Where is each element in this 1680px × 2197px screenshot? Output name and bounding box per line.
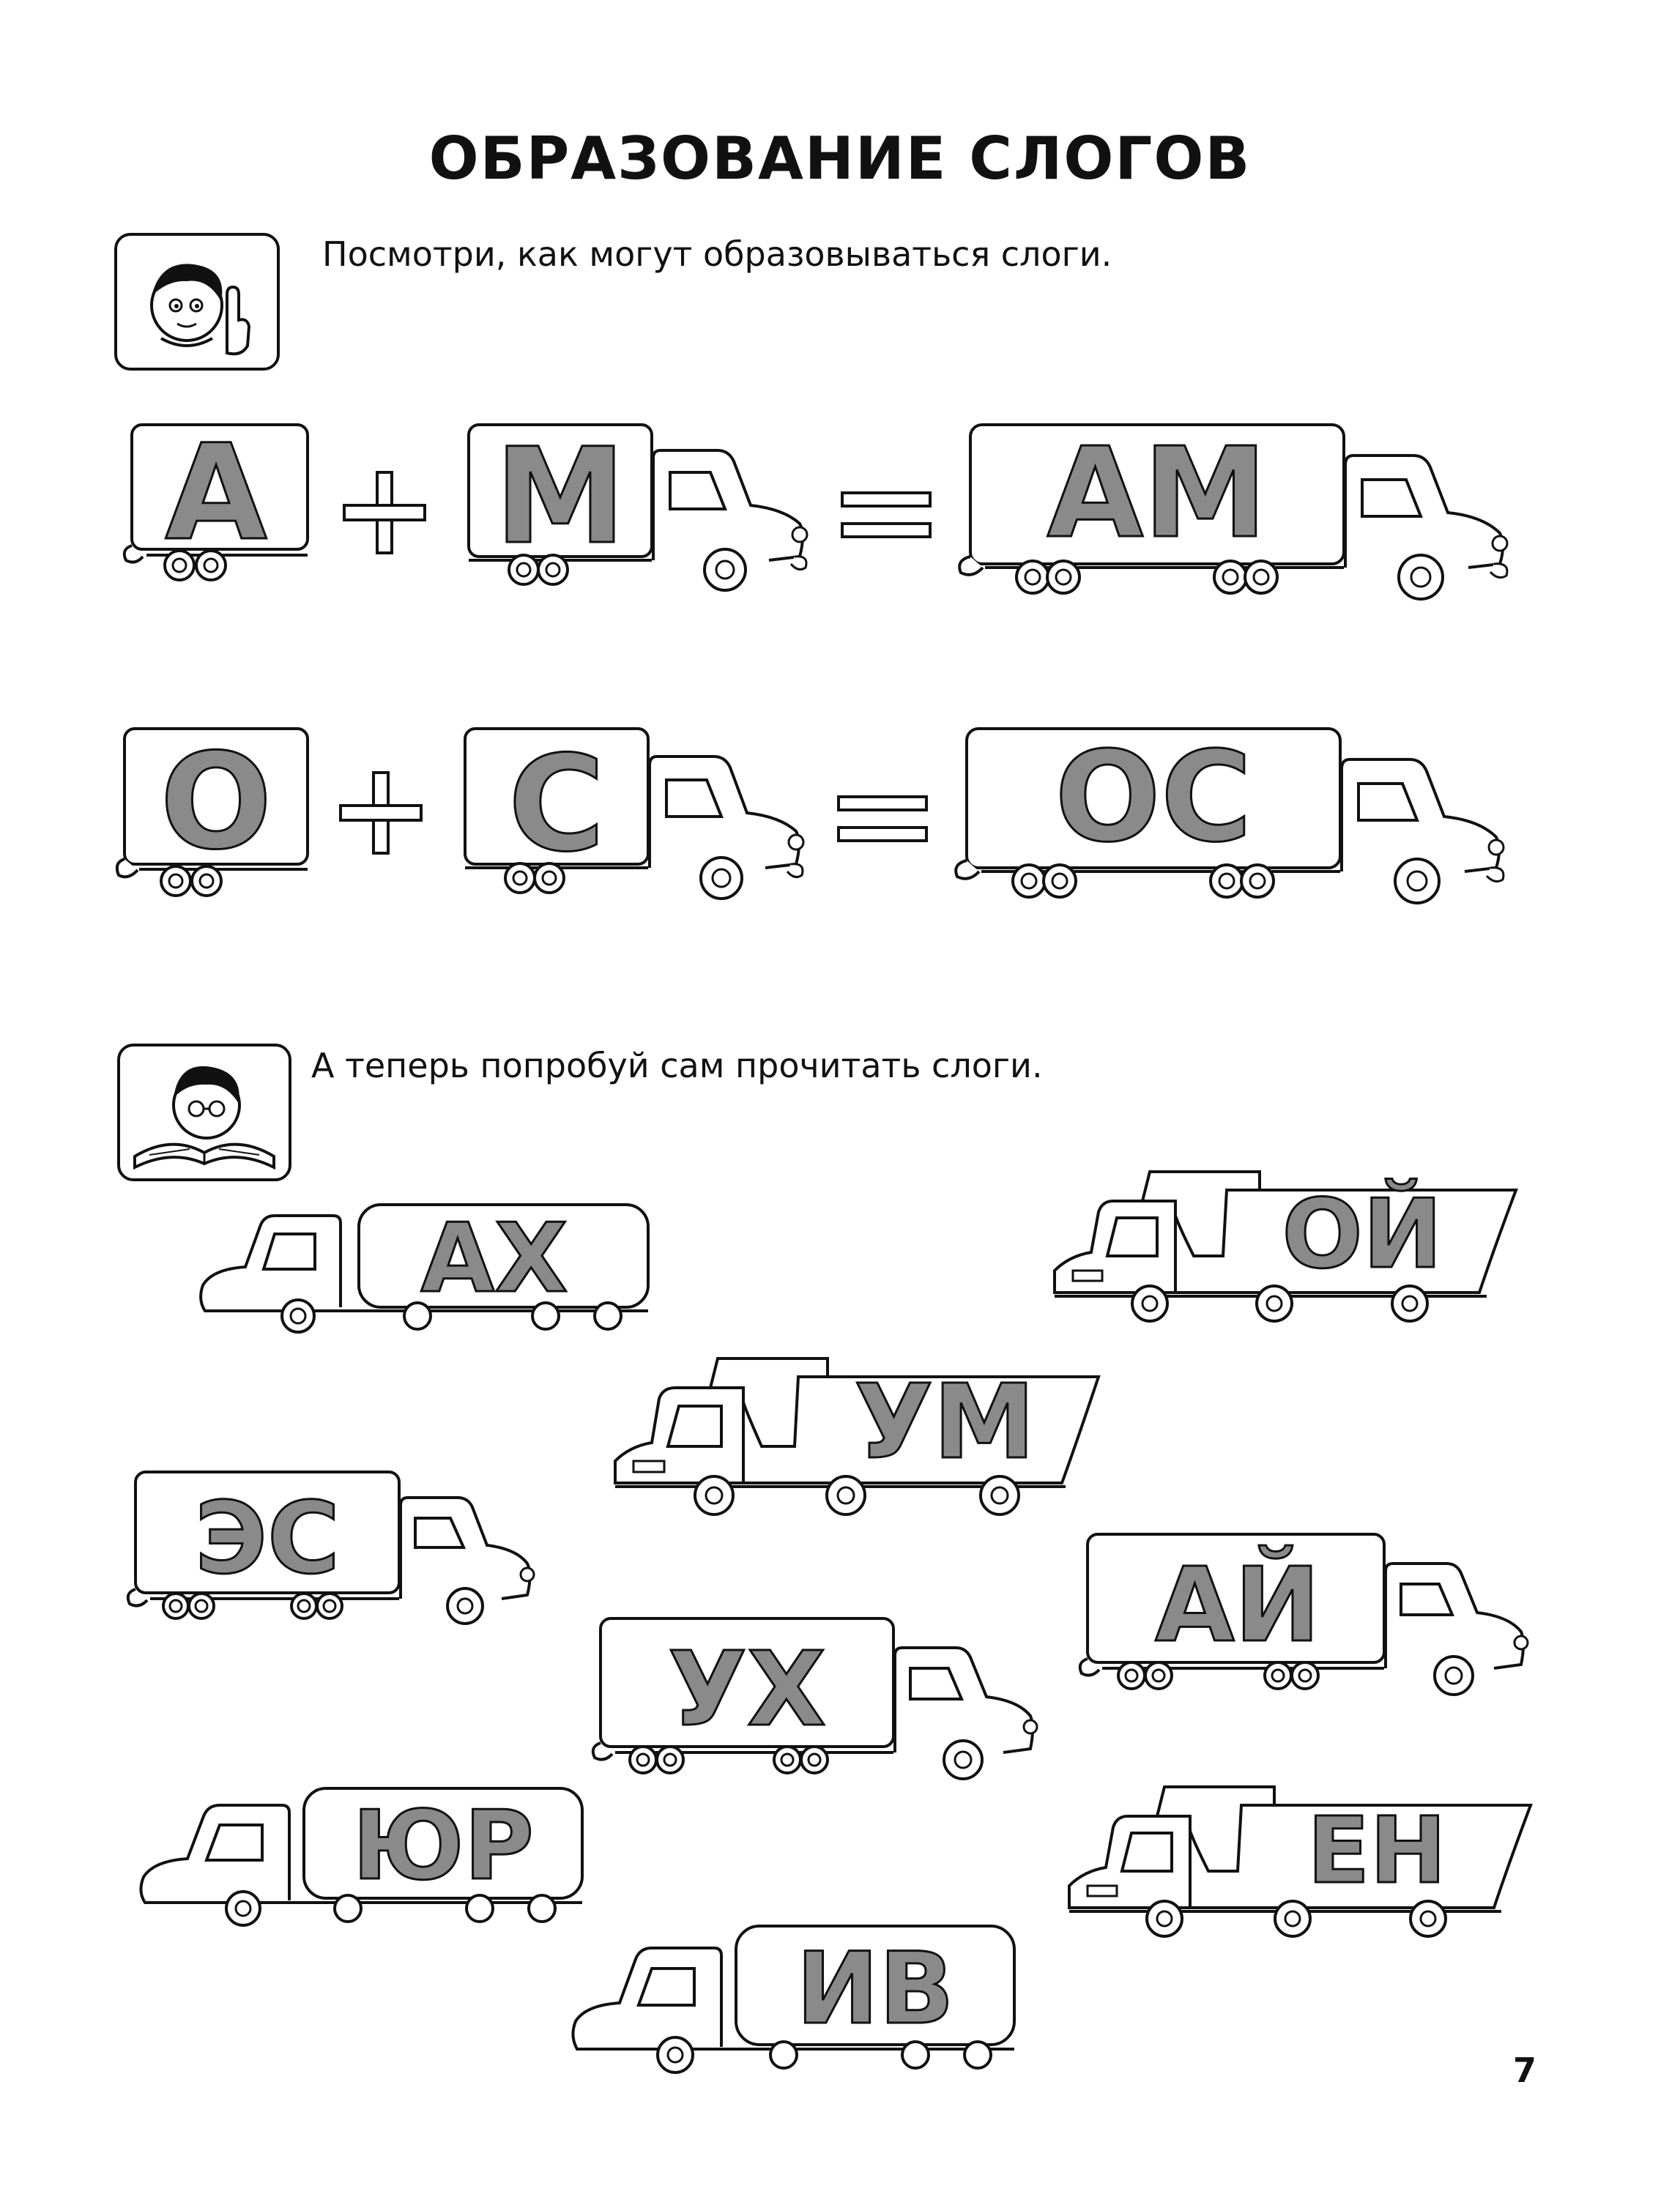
syllable-es: ЭС <box>194 1481 341 1596</box>
page-title: ОБРАЗОВАНИЕ СЛОГОВ <box>428 124 1252 193</box>
boy-pointing-icon <box>114 233 280 371</box>
syllable-uh: УХ <box>668 1630 826 1750</box>
truck-syllable-um <box>608 1326 1106 1523</box>
truck-box-a <box>117 410 315 586</box>
truck-with-cab-m <box>461 410 842 622</box>
equals-sign-1 <box>839 487 934 546</box>
truck-syllable-es <box>121 1461 546 1637</box>
truck-syllable-ah <box>194 1190 663 1344</box>
truck-with-cab-s <box>458 714 839 926</box>
truck-result-am <box>952 410 1538 630</box>
boy-reading-book-icon <box>117 1044 291 1181</box>
letter-a: А <box>165 417 267 570</box>
truck-syllable-ay <box>1073 1523 1542 1706</box>
instruction-look: Посмотри, как могут образовываться слоги. <box>322 234 1112 274</box>
truck-syllable-en <box>1062 1761 1538 1944</box>
equals-sign-2 <box>835 791 930 850</box>
instruction-try: А теперь попробуй сам прочитать слоги. <box>311 1046 1043 1085</box>
syllable-iv: ИВ <box>796 1931 954 2046</box>
truck-box-o <box>110 714 315 912</box>
syllable-am: АМ <box>1047 421 1268 566</box>
syllable-ay: АЙ <box>1155 1546 1320 1665</box>
syllable-oy: ОЙ <box>1282 1178 1443 1290</box>
syllable-yur: ЮР <box>352 1790 534 1901</box>
plus-sign-1 <box>341 469 428 557</box>
syllable-os: ОС <box>1055 725 1252 870</box>
truck-syllable-oy <box>1047 1146 1523 1329</box>
page-number: 7 <box>1513 2051 1537 2090</box>
syllable-en: ЕН <box>1307 1798 1447 1904</box>
letter-o: О <box>160 726 272 879</box>
letter-s: С <box>508 728 606 881</box>
plus-sign-2 <box>337 769 425 857</box>
letter-m: М <box>494 420 626 573</box>
truck-syllable-yur <box>132 1772 593 1941</box>
truck-syllable-iv <box>564 1911 1025 2087</box>
syllable-um: УМ <box>854 1363 1036 1482</box>
truck-syllable-uh <box>586 1607 1047 1791</box>
syllable-ah: АХ <box>420 1202 568 1314</box>
truck-result-os <box>948 714 1534 934</box>
